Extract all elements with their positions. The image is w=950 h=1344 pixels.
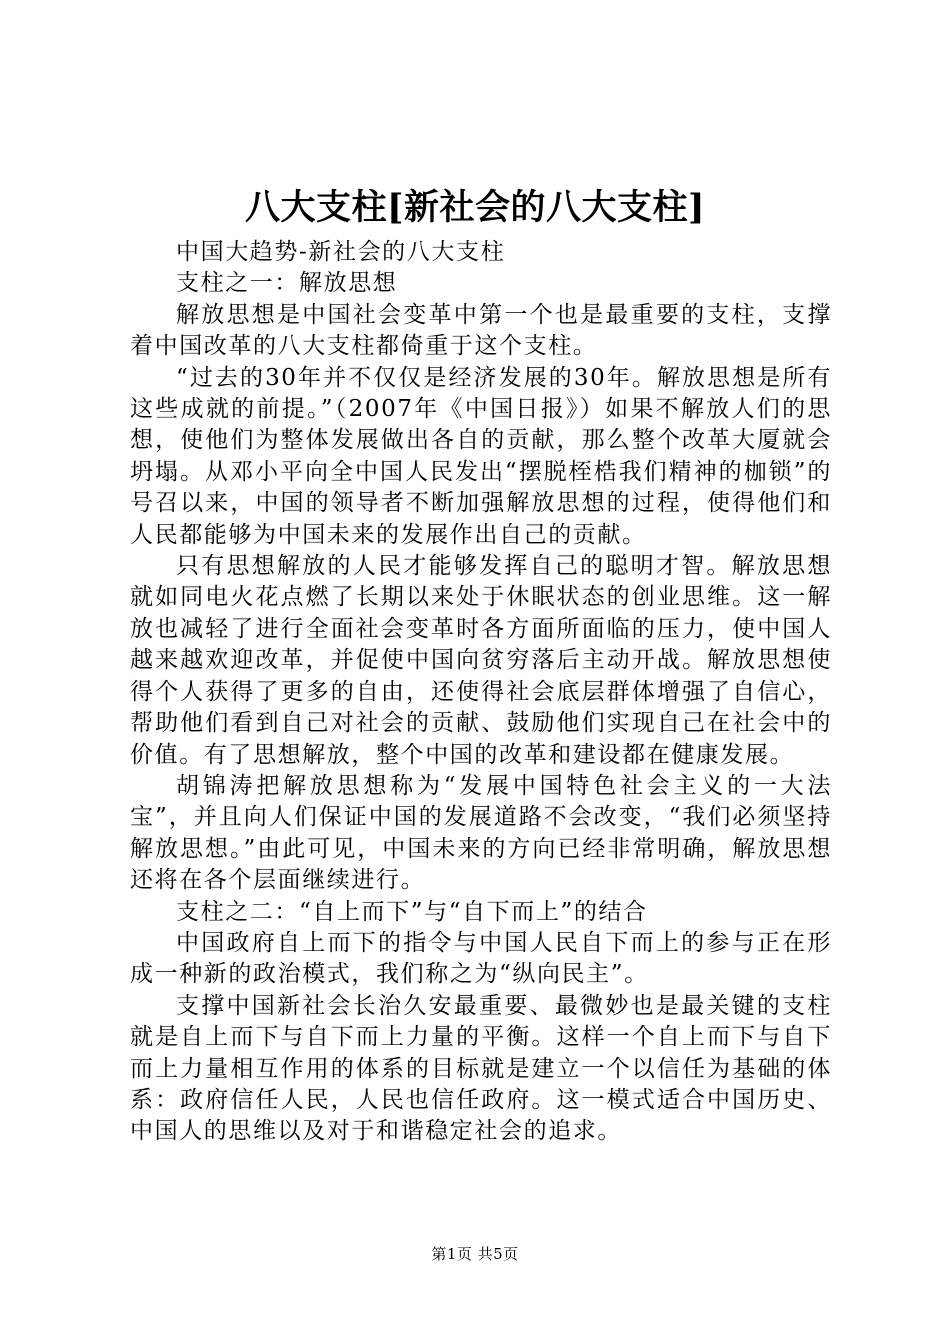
body-paragraph: 胡锦涛把解放思想称为“发展中国特色社会主义的一大法宝”，并且向人们保证中国的发展道路不会改变，“我们必须坚持解放思想。”由此可见，中国未来的方向已经非常明确，解放思想还将在各个层面继续进行。 (130, 772, 832, 894)
body-paragraph: 解放思想是中国社会变革中第一个也是最重要的支柱，支撑着中国改革的八大支柱都倚重于这个支柱。 (130, 301, 832, 360)
document-title: 八大支柱[新社会的八大支柱] (244, 187, 706, 228)
document-body (130, 237, 832, 1148)
page-number-footer: 第1页 共5页 (431, 1245, 519, 1263)
body-paragraph: 支撑中国新社会长治久安最重要、最微妙也是最关键的支柱就是自上而下与自下而上力量的平衡。这样一个自上而下与自下而上力量相互作用的体系的目标就是建立一个以信任为基础的体系：政府信任人民，人民也信任政府。这一模式适合中国历史、中国人的思维以及对于和谐稳定社会的追求。 (130, 992, 832, 1145)
body-paragraph: 中国政府自上而下的指令与中国人民自下而上的参与正在形成一种新的政治模式，我们称之为“纵向民主”。 (130, 929, 832, 988)
body-paragraph: “过去的30年并不仅仅是经济发展的30年。解放思想是所有这些成就的前提。”（2007年《中国日报》）如果不解放人们的思想，使他们为整体发展做出各自的贡献，那么整个改革大厦就会坍塌。从邓小平向全中国人民发出“摆脱桎梏我们精神的枷锁”的号召以来，中国的领导者不断加强解放思想的过程，使得他们和人民都能够为中国未来的发展作出自己的贡献。 (130, 364, 832, 548)
subtitle-paragraph: 中国大趋势-新社会的八大支柱 (176, 239, 506, 265)
body-paragraph: 只有思想解放的人民才能够发挥自己的聪明才智。解放思想就如同电火花点燃了长期以来处于休眠状态的创业思维。这一解放也减轻了进行全面社会变革时各方面所面临的压力，使中国人越来越欢迎改革，并促使中国向贫穷落后主动开战。解放思想使得个人获得了更多的自由，还使得社会底层群体增强了自信心，帮助他们看到自己对社会的贡献、鼓励他们实现自己在社会中的价值。有了思想解放，整个中国的改革和建设都在健康发展。 (130, 553, 832, 768)
section-heading-pillar-one: 支柱之一：解放思想 (176, 270, 398, 297)
section-heading-pillar-two: 支柱之二：“自上而下”与“自下而上”的结合 (176, 898, 648, 925)
